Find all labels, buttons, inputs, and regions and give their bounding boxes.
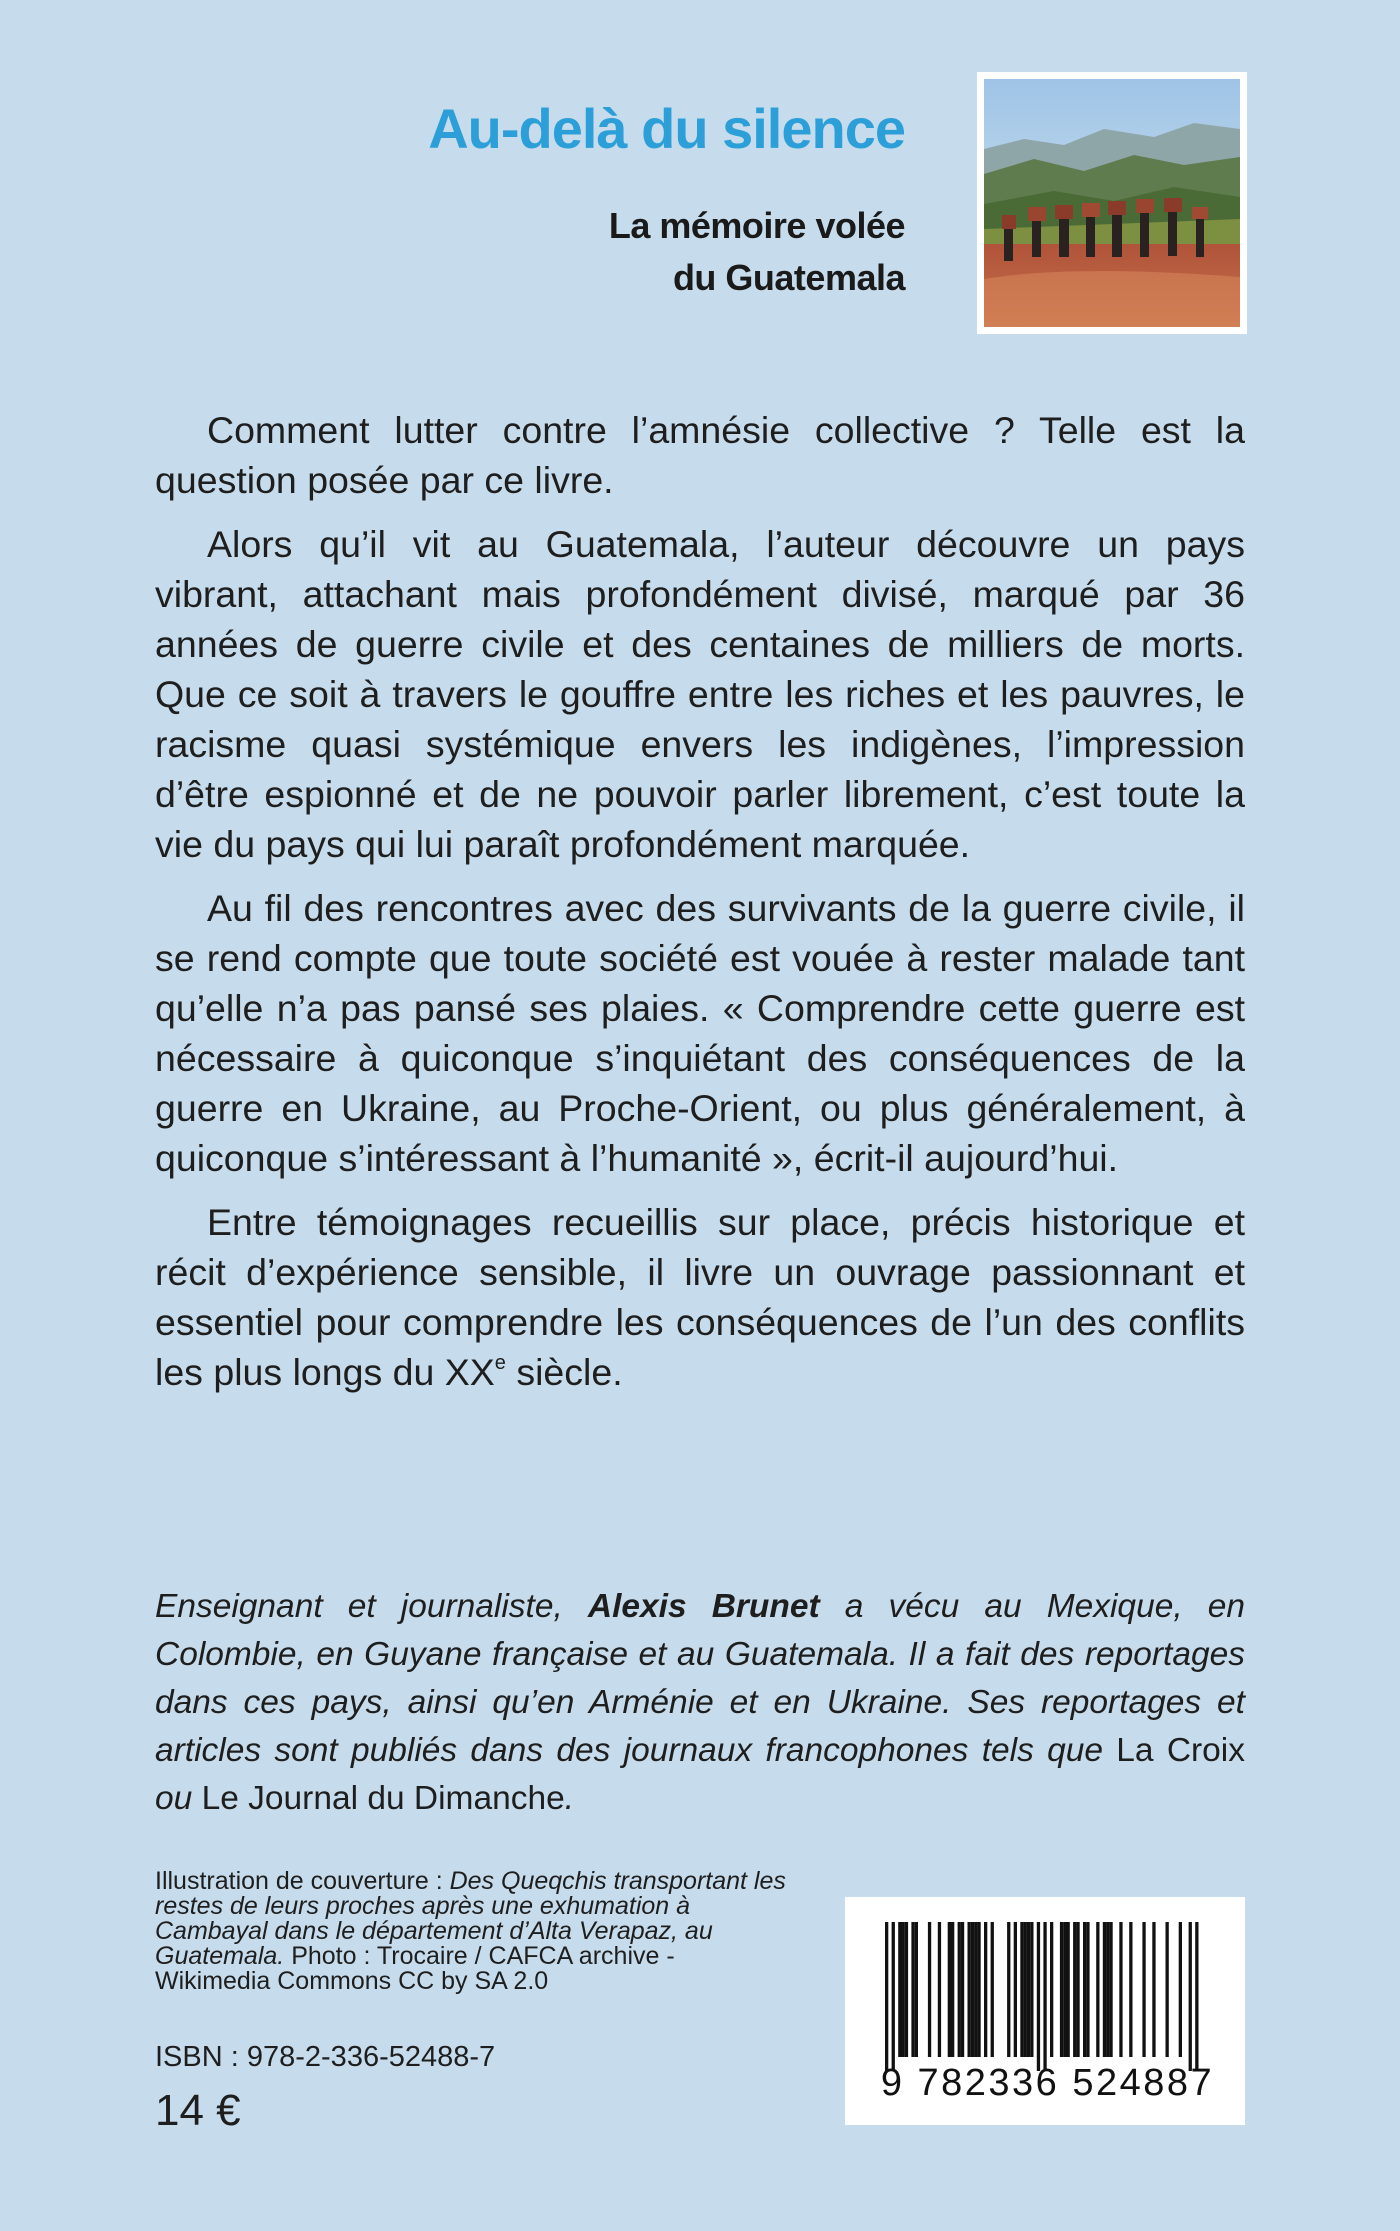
barcode-bar	[1189, 1922, 1192, 2071]
cover-photo	[977, 72, 1247, 334]
barcode-bar	[892, 1922, 895, 2071]
barcode-bar	[1152, 1922, 1155, 2057]
paragraph-4-main: Entre témoignages recueillis sur place, précis historique et récit d’expérience sensible, il livre un ouvrage passionnant et essentiel pour comprendre les conséquences de l’un des conflits les plus longs du XX	[155, 1201, 1245, 1393]
bio-intro: Enseignant et journaliste,	[155, 1588, 588, 1625]
barcode-bar	[1060, 1922, 1063, 2057]
barcode-bar	[971, 1922, 974, 2057]
barcode-bar	[1096, 1922, 1099, 2057]
cover-photo-image	[984, 79, 1240, 327]
credit-photo: Photo : Trocaire / CAFCA archive - Wikimedia Commons CC by SA 2.0	[155, 1942, 675, 1995]
subtitle-line-2: du Guatemala	[672, 257, 905, 298]
barcode-bar	[1142, 1922, 1145, 2057]
barcode-bar	[1020, 1922, 1023, 2057]
barcode-bar	[961, 1922, 964, 2057]
barcode-digits: 9 782336 524887	[880, 2062, 1215, 2104]
subtitle-line-1: La mémoire volée	[608, 205, 905, 246]
barcode-bar	[1014, 1922, 1017, 2057]
barcode-bar	[991, 1922, 994, 2057]
newspaper-2: Le Journal du Dimanche	[201, 1780, 565, 1817]
barcode-bar	[1166, 1922, 1169, 2057]
back-cover-text	[155, 405, 1245, 1411]
credit-label: Illustration de couverture :	[155, 1867, 450, 1895]
credit-caption: Des Queqchis transportant les restes de leurs proches après une exhumation à Cambayal dans le département d’Alta Verapaz, au Guatemala.	[155, 1867, 786, 1970]
barcode-bar	[1179, 1922, 1182, 2057]
paragraph-2: Alors qu’il vit au Guatemala, l’auteur découvre un pays vibrant, attachant mais profondément divisé, marqué par 36 années de guerre civile et des centaines de milliers de morts. Que ce soit à travers le gouffre entre les riches et les pauvres, le racisme quasi systémique envers les indigènes, l’impression d’être espionné et de ne pouvoir parler librement, c’est toute la vie du pays qui lui paraît profondément marquée.	[155, 523, 1245, 865]
cover-credit	[155, 1869, 795, 1994]
barcode-bar	[905, 1922, 908, 2057]
barcode-bar	[1086, 1922, 1089, 2057]
barcode-bar	[915, 1922, 918, 2057]
barcode-bar	[898, 1922, 901, 2057]
century-superscript: e	[494, 1352, 506, 1374]
barcode-bar	[948, 1922, 951, 2057]
price: 14 €	[155, 2086, 241, 2135]
bio-or: ou	[155, 1780, 202, 1817]
barcode-bar	[1119, 1922, 1122, 2057]
barcode	[845, 1897, 1245, 2125]
barcode-bar	[1043, 1922, 1046, 2071]
paragraph-3: Au fil des rencontres avec des survivants de la guerre civile, il se rend compte que toute société est vouée à rester malade tant qu’elle n’a pas pansé ses plaies. « Comprendre cette guerre est nécessaire à quiconque s’inquiétant des conséquences de la guerre en Ukraine, au Proche-Orient, ou plus généralement, à quiconque s’intéressant à l’humanité », écrit-il aujourd’hui.	[155, 887, 1245, 1179]
barcode-bar	[968, 1922, 971, 2057]
barcode-bar	[902, 1922, 905, 2057]
barcode-bar	[1067, 1922, 1070, 2057]
bio-end: .	[564, 1780, 575, 1817]
barcode-bar	[1129, 1922, 1132, 2057]
barcode-bar	[1106, 1922, 1109, 2057]
barcode-bar	[951, 1922, 954, 2057]
barcode-bar	[1076, 1922, 1079, 2057]
barcode-bar	[1024, 1922, 1027, 2057]
barcode-bar	[1007, 1922, 1010, 2057]
barcode-bar	[1027, 1922, 1030, 2057]
barcode-bar	[984, 1922, 987, 2057]
paragraph-1: Comment lutter contre l’amnésie collective ? Telle est la question posée par ce livre.	[155, 409, 1245, 501]
author-name: Alexis Brunet	[587, 1588, 820, 1625]
barcode-bar	[1063, 1922, 1066, 2057]
barcode-bar	[977, 1922, 980, 2057]
barcode-bar	[1037, 1922, 1040, 2071]
barcode-bar	[958, 1922, 961, 2057]
barcode-bar	[885, 1922, 888, 2071]
barcode-bar	[911, 1922, 914, 2057]
barcode-bar	[1103, 1922, 1106, 2057]
barcode-bar	[928, 1922, 931, 2057]
book-subtitle	[380, 200, 905, 304]
barcode-bar	[1030, 1922, 1033, 2057]
barcode-bar	[1073, 1922, 1076, 2057]
barcode-bar	[974, 1922, 977, 2057]
barcode-bar	[1109, 1922, 1112, 2057]
author-bio	[155, 1583, 1245, 1823]
barcode-bar	[1050, 1922, 1053, 2057]
newspaper-1: La Croix	[1116, 1732, 1245, 1769]
book-title: Au-delà du silence	[428, 97, 905, 160]
barcode-bar	[1195, 1922, 1198, 2071]
barcode-bar	[938, 1922, 941, 2057]
paragraph-4-end: siècle.	[505, 1351, 623, 1393]
bio-text: a vécu au Mexique, en Colombie, en Guyane française et au Guatemala. Il a fait des reportages dans ces pays, ainsi qu’en Arménie et en Ukraine. Ses reportages et articles sont publiés dans des journaux francophones tels que	[155, 1588, 1246, 1769]
isbn: ISBN : 978-2-336-52488-7	[155, 2041, 496, 2073]
barcode-bar	[1083, 1922, 1086, 2057]
paragraph-4	[155, 1197, 1245, 1397]
